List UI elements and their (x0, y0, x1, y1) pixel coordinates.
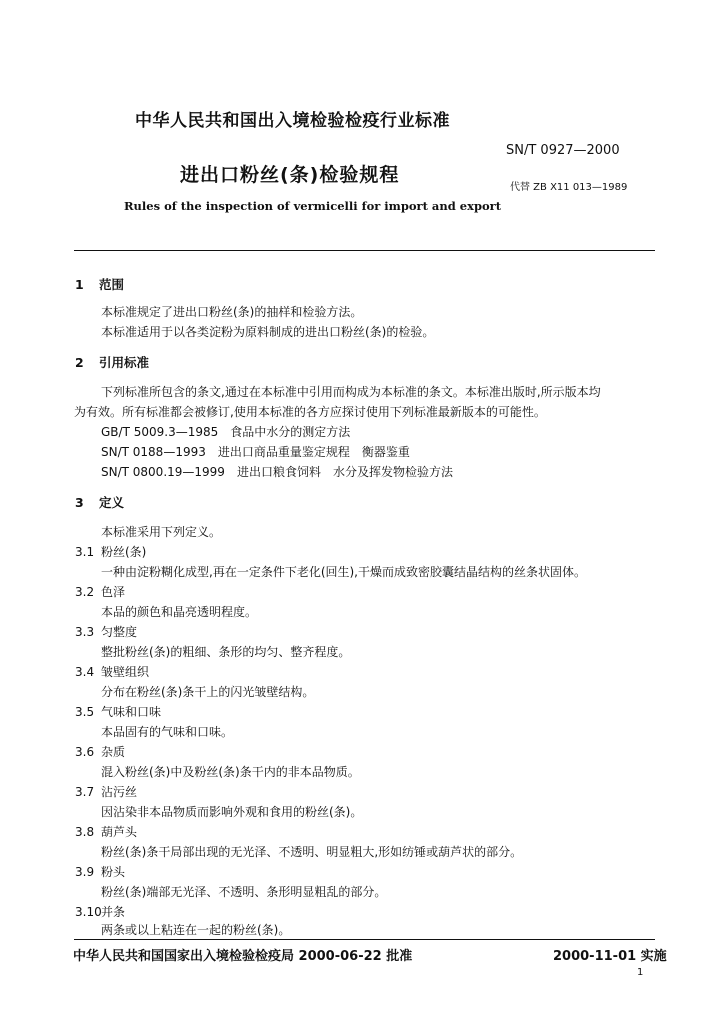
definition-text: 一种由淀粉糊化成型,再在一定条件下老化(回生),干燥而成致密胶囊结晶结构的丝条状固体。 (101, 565, 586, 579)
definition-term (75, 783, 137, 800)
definition-number: 3.4 (75, 665, 95, 679)
issuer-line: 中华人民共和国出入境检验检疫行业标准 (135, 111, 450, 131)
page-number: 1 (637, 967, 644, 978)
definition-number: 3.7 (75, 785, 95, 799)
term-label: 沾污丝 (101, 785, 138, 799)
definition-text: 粉丝(条)条干局部出现的无光泽、不透明、明显粗大,形如纺锤或葫芦状的部分。 (101, 845, 523, 859)
standard-code: SN/T 0927—2000 (506, 143, 620, 158)
definition-number: 3.2 (75, 585, 95, 599)
term-label: 气味和口味 (101, 705, 162, 719)
implementation-date: 2000-11-01 实施 (553, 949, 667, 964)
section-title: 引用标准 (99, 355, 150, 370)
definition-number: 3.9 (75, 865, 95, 879)
section-number: 1 (75, 277, 84, 292)
definition-number: 3.3 (75, 625, 95, 639)
definition-term (75, 543, 146, 560)
section-title: 定义 (99, 495, 125, 510)
paragraph: 本标准规定了进出口粉丝(条)的抽样和检验方法。 (101, 305, 363, 319)
definition-number: 3.6 (75, 745, 95, 759)
definition-term (75, 623, 137, 640)
definition-number: 3.5 (75, 705, 95, 719)
term-label: 粉头 (101, 865, 126, 879)
definition-text: 本品固有的气味和口味。 (101, 725, 234, 739)
paragraph: 为有效。所有标准都会被修订,使用本标准的各方应探讨使用下列标准最新版本的可能性。 (74, 405, 546, 419)
term-label: 葫芦头 (101, 825, 138, 839)
term-label: 皱壁组织 (101, 665, 150, 679)
definition-term (75, 903, 125, 920)
paragraph: 本标准适用于以各类淀粉为原料制成的进出口粉丝(条)的检验。 (101, 325, 435, 339)
definition-text: 粉丝(条)端部无光泽、不透明、条形明显粗乱的部分。 (101, 885, 387, 899)
footer-rule (74, 939, 655, 940)
paragraph: 本标准采用下列定义。 (101, 525, 222, 539)
paragraph: 下列标准所包含的条文,通过在本标准中引用而构成为本标准的条文。本标准出版时,所示版本均 (101, 385, 601, 399)
definition-text: 两条或以上粘连在一起的粉丝(条)。 (101, 923, 291, 937)
section-1-heading (75, 275, 124, 293)
reference-item: SN/T 0800.19—1999 进出口粮食饲料 水分及挥发物检验方法 (101, 465, 453, 479)
definition-term (75, 743, 125, 760)
term-label: 杂质 (101, 745, 126, 759)
definition-text: 因沾染非本品物质而影响外观和食用的粉丝(条)。 (101, 805, 363, 819)
reference-item: GB/T 5009.3—1985 食品中水分的测定方法 (101, 425, 351, 439)
header-rule (74, 250, 655, 251)
section-number: 3 (75, 495, 84, 510)
section-2-heading (75, 353, 149, 371)
definition-text: 本品的颜色和晶亮透明程度。 (101, 605, 258, 619)
definition-term (75, 663, 149, 680)
reference-item: SN/T 0188—1993 进出口商品重量鉴定规程 衡器鉴重 (101, 445, 410, 459)
replaces-note: 代替 ZB X11 013—1989 (510, 182, 628, 193)
approval-line: 中华人民共和国国家出入境检验检疫局 2000-06-22 批准 (73, 949, 413, 964)
term-label: 匀整度 (101, 625, 138, 639)
term-label: 色泽 (101, 585, 126, 599)
definition-text: 整批粉丝(条)的粗细、条形的均匀、整齐程度。 (101, 645, 351, 659)
term-label: 粉丝(条) (101, 545, 147, 559)
definition-term (75, 583, 125, 600)
section-number: 2 (75, 355, 84, 370)
definition-term (75, 703, 161, 720)
section-3-heading (75, 493, 124, 511)
definition-text: 分布在粉丝(条)条干上的闪光皱壁结构。 (101, 685, 315, 699)
section-title: 范围 (99, 277, 125, 292)
definition-number: 3.10 (75, 905, 102, 919)
document-title: 进出口粉丝(条)检验规程 (180, 164, 400, 186)
term-label: 并条 (101, 905, 126, 919)
definition-number: 3.1 (75, 545, 95, 559)
definition-term (75, 823, 137, 840)
definition-text: 混入粉丝(条)中及粉丝(条)条干内的非本品物质。 (101, 765, 360, 779)
definition-number: 3.8 (75, 825, 95, 839)
definition-term (75, 863, 125, 880)
english-title: Rules of the inspection of vermicelli for import and export (124, 199, 502, 213)
